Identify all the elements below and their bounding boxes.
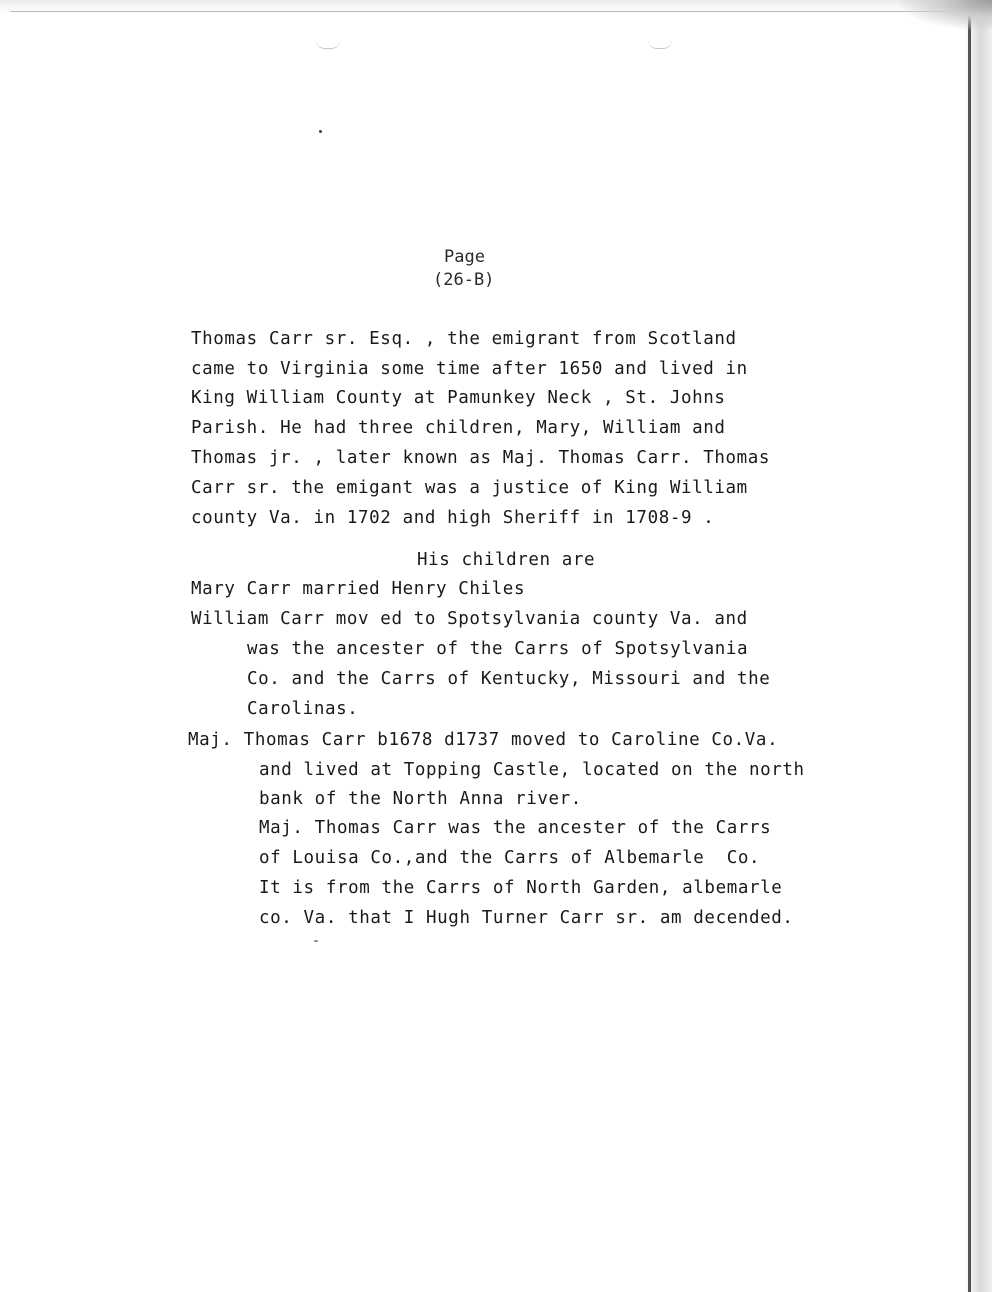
child-entry-william-line: William Carr mov ed to Spotsylvania county Va. and <box>191 609 748 629</box>
child-entry-thomas-line: Maj. Thomas Carr b1678 d1737 moved to Caroline Co.Va. <box>188 730 779 750</box>
child-entry-thomas-line: Maj. Thomas Carr was the ancester of the Carrs <box>259 818 772 838</box>
paragraph-line: county Va. in 1702 and high Sheriff in 1708-9 . <box>191 508 715 528</box>
scan-corner-shadow <box>900 0 992 30</box>
child-entry-thomas-line: It is from the Carrs of North Garden, albemarle <box>259 878 783 898</box>
child-entry-thomas-line: co. Va. that I Hugh Turner Carr sr. am decended. <box>259 908 794 928</box>
paragraph-line: Thomas Carr sr. Esq. , the emigrant from Scotland <box>191 329 737 349</box>
scan-right-line <box>968 0 971 1292</box>
scan-top-line <box>10 11 970 12</box>
punch-hole-mark-right <box>648 40 672 49</box>
paragraph-line: Thomas jr. , later known as Maj. Thomas Carr. Thomas <box>191 448 771 468</box>
paragraph-line: came to Virginia some time after 1650 and lived in <box>191 359 748 379</box>
page-number: (26-B) <box>433 270 495 290</box>
ink-speck <box>319 130 322 133</box>
paragraph-line: Carr sr. the emigant was a justice of King William <box>191 478 748 498</box>
paragraph-line: Parish. He had three children, Mary, William and <box>191 418 726 438</box>
child-entry-mary: Mary Carr married Henry Chiles <box>191 579 526 599</box>
punch-hole-mark-left <box>316 40 340 49</box>
child-entry-thomas-line: of Louisa Co.,and the Carrs of Albemarle Co. <box>259 848 761 868</box>
children-heading: His children are <box>417 550 596 570</box>
child-entry-william-line: Carolinas. <box>247 699 359 719</box>
paragraph-line: King William County at Pamunkey Neck , St. Johns <box>191 388 726 408</box>
child-entry-thomas-line: and lived at Topping Castle, located on the north <box>259 760 805 780</box>
child-entry-william-line: Co. and the Carrs of Kentucky, Missouri and the <box>247 669 771 689</box>
child-entry-william-line: was the ancester of the Carrs of Spotsylvania <box>247 639 749 659</box>
page-label: Page <box>444 247 485 267</box>
child-entry-thomas-line: bank of the North Anna river. <box>259 789 582 809</box>
ink-speck <box>314 940 318 942</box>
